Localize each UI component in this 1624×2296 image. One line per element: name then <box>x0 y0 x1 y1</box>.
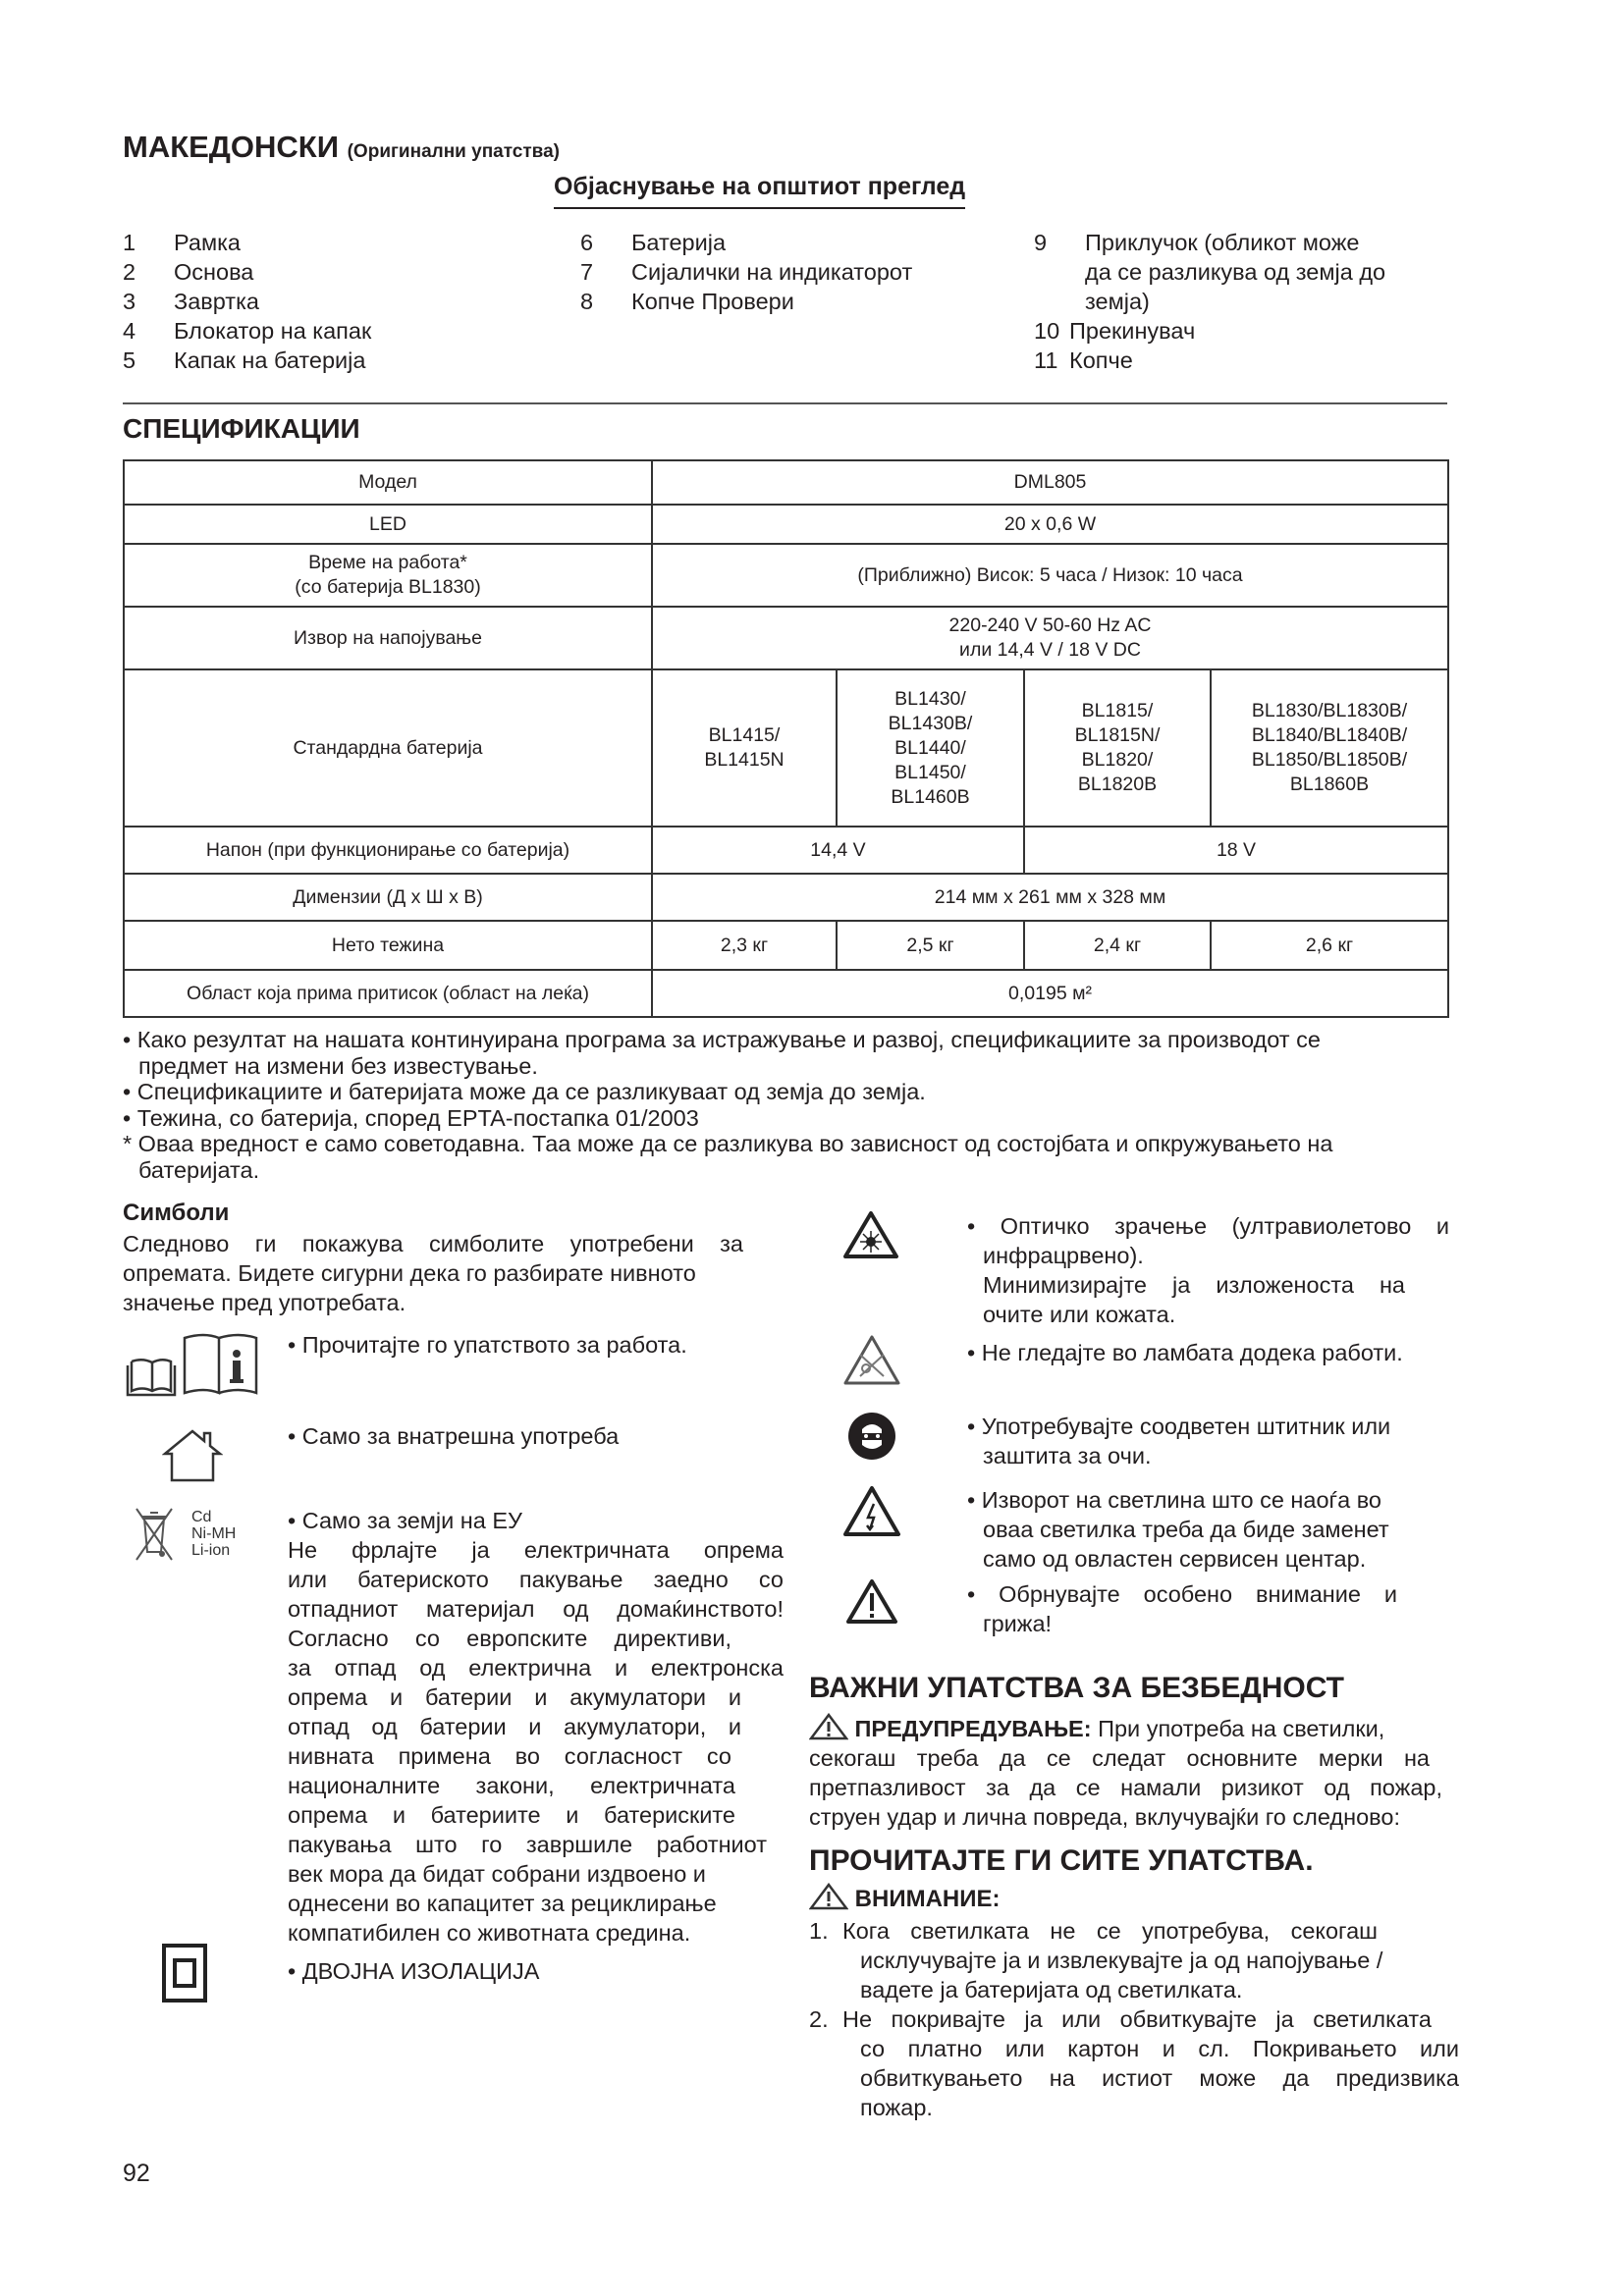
eu-text-line: опрема и батериите и батериските <box>288 1802 735 1828</box>
parts-list-col3 <box>1034 228 1385 375</box>
intro-line: значење пред употребата. <box>123 1290 406 1315</box>
spec-value: 2,3 кг <box>652 921 837 970</box>
eu-text-line: за отпад од електрична и електронска <box>288 1655 784 1681</box>
indoor-use-text: • Само за внатрешна употреба <box>288 1423 620 1449</box>
battery-cell <box>1211 669 1448 827</box>
note-line: батеријата. <box>138 1156 260 1183</box>
warning-line: секогаш треба да се следат основните мерки на <box>809 1745 1430 1771</box>
spec-label: Стандардна батерија <box>124 669 652 827</box>
eu-text-line: век мора да бидат собрани издвоено и <box>288 1861 706 1887</box>
spec-label: Напон (при функционирање со батерија) <box>124 827 652 874</box>
caution-heading <box>809 1883 1001 1913</box>
light-source-line: • Изворот на светлина што се наоѓа во <box>967 1487 1382 1513</box>
eu-text-line: или батериското пакување заедно со <box>288 1567 784 1592</box>
spec-label: Димензии (Д x Ш x В) <box>124 874 652 921</box>
table-row <box>124 874 1448 921</box>
optical-radiation-icon <box>842 1209 899 1260</box>
eu-text-line: пакувања што го завршиле работниот <box>288 1832 767 1857</box>
battery-model: BL1815N/ <box>1074 724 1161 746</box>
spec-value: 20 x 0,6 W <box>652 505 1448 544</box>
eu-text-line: отпадниот материјал од домаќинството! <box>288 1596 784 1622</box>
part-num: 8 <box>580 289 594 314</box>
warning-line: претпазливост за да се намали ризикот од пожар, <box>809 1775 1442 1800</box>
part-num: 9 <box>1034 230 1048 255</box>
battery-model: BL1820B <box>1077 774 1158 795</box>
part-label: Основа <box>174 259 254 285</box>
battery-cell <box>837 669 1024 827</box>
table-row <box>124 669 1448 827</box>
spec-value-line: 220-240 V 50-60 Hz AC <box>948 614 1152 636</box>
chem-label: Ni-MH <box>191 1525 237 1542</box>
spec-value: 18 V <box>1024 827 1448 874</box>
item-line: Кога светилката не се употребува, секогаш <box>842 1918 1378 1944</box>
part-label <box>1085 228 1385 316</box>
specs-title: СПЕЦИФИКАЦИИ <box>123 413 360 444</box>
eu-text-line: отпад од батерии и акумулатори, и <box>288 1714 741 1739</box>
do-not-stare-text: • Не гледајте во ламбата додека работи. <box>967 1340 1403 1365</box>
spec-label-line: (со батерија BL1830) <box>295 576 481 598</box>
battery-model: BL1815/ <box>1081 700 1154 721</box>
specs-table <box>123 459 1449 1018</box>
part-num: 2 <box>123 259 136 285</box>
part-num: 3 <box>123 289 136 314</box>
item-line-wrap <box>809 2063 1457 2093</box>
part-item <box>123 257 371 287</box>
battery-model: BL1415N <box>704 749 785 771</box>
do-not-stare-icon <box>842 1333 901 1388</box>
note-line: • Како резултат на нашата континуирана програма за истражување и развој, спецификациите за производот се <box>123 1027 1321 1052</box>
spec-value: 0,0195 м² <box>652 970 1448 1017</box>
part-label-line: да се разликува од земја до <box>1085 259 1386 285</box>
battery-model: BL1415/ <box>708 724 781 746</box>
part-label: Прекинувач <box>1069 318 1196 344</box>
eye-protection-line: • Употребувајте соодветен штитник или <box>967 1414 1391 1439</box>
warning-icon <box>809 1883 848 1910</box>
part-label: Копче Провери <box>631 289 794 314</box>
intro-line: опремата. Бидете сигурни дека го разбирате нивното <box>123 1260 696 1286</box>
part-item <box>123 316 371 346</box>
part-label-line: Приклучок (обликот може <box>1085 230 1360 255</box>
part-num: 6 <box>580 230 594 255</box>
spec-label: Извор на напојување <box>124 607 652 669</box>
spec-value: 214 мм x 261 мм x 328 мм <box>652 874 1448 921</box>
safety-item-first <box>809 2004 1457 2034</box>
safety-item-first <box>809 1916 1457 1946</box>
optical-line: очите или кожата. <box>983 1302 1176 1327</box>
eu-text-line: Согласно со европските директиви, <box>288 1626 731 1651</box>
table-row <box>124 607 1448 669</box>
battery-cell <box>652 669 837 827</box>
safety-item <box>809 2004 1457 2122</box>
part-item <box>1034 346 1385 375</box>
part-item <box>123 346 371 375</box>
table-row <box>124 970 1448 1017</box>
eu-text-line: однесени во капацитет за рециклирање <box>288 1891 717 1916</box>
part-num: 5 <box>123 347 136 373</box>
battery-model: BL1860B <box>1289 774 1370 795</box>
safety-list <box>809 1916 1457 2122</box>
optical-line: Минимизирајте ја изложеноста на <box>983 1272 1405 1298</box>
electrical-hazard-icon <box>842 1484 901 1539</box>
eu-text-line: нивната примена во согласност со <box>288 1743 731 1769</box>
page-number: 92 <box>123 2160 150 2187</box>
part-label: Батерија <box>631 230 727 255</box>
caution-icon <box>845 1577 898 1627</box>
chem-label: Li-ion <box>191 1542 231 1559</box>
part-label: Завртка <box>174 289 259 314</box>
spec-value: 14,4 V <box>652 827 1024 874</box>
optical-line: инфрацрвено). <box>983 1243 1144 1268</box>
part-item <box>580 257 912 287</box>
spec-label: Модел <box>124 460 652 505</box>
eu-text-line: компатибилен со животната средина. <box>288 1920 691 1946</box>
parts-list-col1 <box>123 228 371 375</box>
item-line: обвиткувањето на истиот може да предизвика <box>860 2065 1459 2091</box>
note-line: • Тежина, со батерија, според EPTA-постапка 01/2003 <box>123 1104 699 1131</box>
parts-list-col2 <box>580 228 912 316</box>
section-divider <box>123 402 1447 404</box>
spec-value-line: или 14,4 V / 18 V DC <box>959 639 1141 661</box>
eu-text-line: националните закони, електричната <box>288 1773 735 1798</box>
part-num: 4 <box>123 318 136 344</box>
battery-cell <box>1024 669 1211 827</box>
optical-line-wrap <box>967 1270 1405 1300</box>
double-insulation-text: • ДВОЈНА ИЗОЛАЦИЈА <box>288 1958 540 1984</box>
part-label: Блокатор на капак <box>174 318 372 344</box>
intro-line: Следново ги покажува симболите употребени за <box>123 1231 743 1256</box>
item-number: 1. <box>809 1918 829 1944</box>
part-item <box>123 228 371 257</box>
spec-label-line: Време на работа* <box>308 552 467 573</box>
part-item <box>580 228 912 257</box>
battery-model: BL1830/BL1830B/ <box>1251 700 1408 721</box>
optical-line: • Оптичко зрачење (ултравиолетово и <box>967 1213 1449 1239</box>
overview-title: Објаснување на општиот преглед <box>554 173 965 209</box>
spec-value: 2,5 кг <box>837 921 1024 970</box>
language-heading <box>123 130 560 165</box>
spec-value: 2,6 кг <box>1211 921 1448 970</box>
spec-label: Област која прима притисок (област на леќа) <box>124 970 652 1017</box>
part-num: 11 <box>1034 347 1058 373</box>
item-number: 2. <box>809 2006 829 2032</box>
eu-only-line: • Само за земји на ЕУ <box>288 1508 522 1533</box>
eu-disposal-text <box>288 1506 784 1948</box>
spec-value <box>652 607 1448 669</box>
indoor-use-icon <box>162 1428 223 1483</box>
part-label: Копче <box>1069 347 1133 373</box>
eu-text-line: опрема и батерии и акумулатори и <box>288 1684 741 1710</box>
language-title: МАКЕДОНСКИ <box>123 130 339 164</box>
safety-warning <box>809 1713 1465 1832</box>
item-line-wrap <box>809 2034 1457 2063</box>
part-label: Рамка <box>174 230 241 255</box>
part-item <box>580 287 912 316</box>
item-line: пожар. <box>860 2095 933 2120</box>
part-item <box>123 287 371 316</box>
weee-bin-icon <box>135 1507 174 1562</box>
part-label: Сијалички на индикаторот <box>631 259 913 285</box>
warning-first-line <box>809 1713 1465 1743</box>
battery-model: BL1430/ <box>894 687 966 710</box>
spec-value: (Приближно) Висок: 5 часа / Низок: 10 часа <box>652 544 1448 607</box>
battery-model: BL1450/ <box>894 761 966 783</box>
caution-label: ВНИМАНИЕ: <box>854 1886 1001 1912</box>
read-manual-text: • Прочитајте го упатството за работа. <box>288 1332 687 1358</box>
eye-protection-line: заштита за очи. <box>983 1443 1152 1468</box>
eu-text-line: Не фрлајте ја електричната опрема <box>288 1537 784 1563</box>
item-line: со платно или картон и сл. Покривањето или <box>860 2036 1459 2061</box>
part-num: 10 <box>1034 318 1060 344</box>
spec-label <box>124 544 652 607</box>
part-num: 1 <box>123 230 136 255</box>
part-item <box>1034 228 1385 316</box>
symbols-intro <box>123 1229 743 1317</box>
spec-label: Нето тежина <box>124 921 652 970</box>
item-line: Не покривајте ја или обвиткувајте ја светилката <box>842 2006 1432 2032</box>
warning-line: При употреба на светилки, <box>1098 1716 1385 1741</box>
part-label-line: земја) <box>1085 289 1150 314</box>
spec-value: 2,4 кг <box>1024 921 1211 970</box>
light-source-text <box>967 1485 1389 1574</box>
battery-model: BL1430B/ <box>888 712 973 734</box>
battery-chemistry-labels <box>191 1509 236 1559</box>
double-insulation-icon <box>162 1944 207 2002</box>
attention-line: грижа! <box>983 1611 1053 1636</box>
eye-protection-icon <box>847 1412 896 1461</box>
eye-protection-text <box>967 1412 1390 1470</box>
note-line: предмет на измени без известување. <box>138 1052 538 1079</box>
warning-line: струен удар и лична повреда, вклучувајќи го следново: <box>809 1804 1400 1830</box>
light-source-line: оваа светилка треба да биде заменет <box>983 1517 1389 1542</box>
item-line: исклучувајте ја и извлекувајте ја од напојување / <box>860 1948 1383 1973</box>
light-source-line: само од овластен сервисен центар. <box>983 1546 1367 1572</box>
table-row <box>124 505 1448 544</box>
table-row <box>124 544 1448 607</box>
warning-icon <box>809 1713 848 1740</box>
read-manual-icon <box>126 1330 263 1399</box>
battery-model: BL1460B <box>891 785 970 808</box>
symbols-title: Симболи <box>123 1200 230 1226</box>
table-row <box>124 827 1448 874</box>
part-item <box>1034 316 1385 346</box>
attention-line: • Обрнувајте особено внимание и <box>967 1581 1397 1607</box>
spec-label: LED <box>124 505 652 544</box>
battery-model: BL1820/ <box>1081 749 1154 771</box>
language-note: (Оригинални упатства) <box>347 141 561 162</box>
note-line: • Спецификациите и батеријата може да се разликуваат од земја до земја. <box>123 1079 926 1104</box>
table-row <box>124 460 1448 505</box>
read-all-instructions: ПРОЧИТАЈТЕ ГИ СИТЕ УПАТСТВА. <box>809 1844 1314 1877</box>
battery-model: BL1840/BL1840B/ <box>1251 724 1408 746</box>
safety-item <box>809 1916 1457 2004</box>
safety-title: ВАЖНИ УПАТСТВА ЗА БЕЗБЕДНОСТ <box>809 1672 1344 1704</box>
item-line: вадете ја батеријата од светилката. <box>860 1977 1243 2002</box>
optical-radiation-text <box>967 1211 1449 1329</box>
part-num: 7 <box>580 259 594 285</box>
table-row <box>124 921 1448 970</box>
spec-value: DML805 <box>652 460 1448 505</box>
attention-text <box>967 1579 1397 1638</box>
part-label: Капак на батерија <box>174 347 366 373</box>
spec-notes <box>123 1027 1332 1183</box>
battery-model: BL1850/BL1850B/ <box>1251 749 1408 771</box>
note-line: * Оваа вредност е само советодавна. Таа може да се разликува во зависност од состојбата и опкружувањето на <box>123 1131 1333 1156</box>
battery-model: BL1440/ <box>894 736 966 759</box>
chem-label: Cd <box>191 1509 212 1525</box>
warning-label: ПРЕДУПРЕДУВАЊЕ: <box>854 1716 1092 1741</box>
